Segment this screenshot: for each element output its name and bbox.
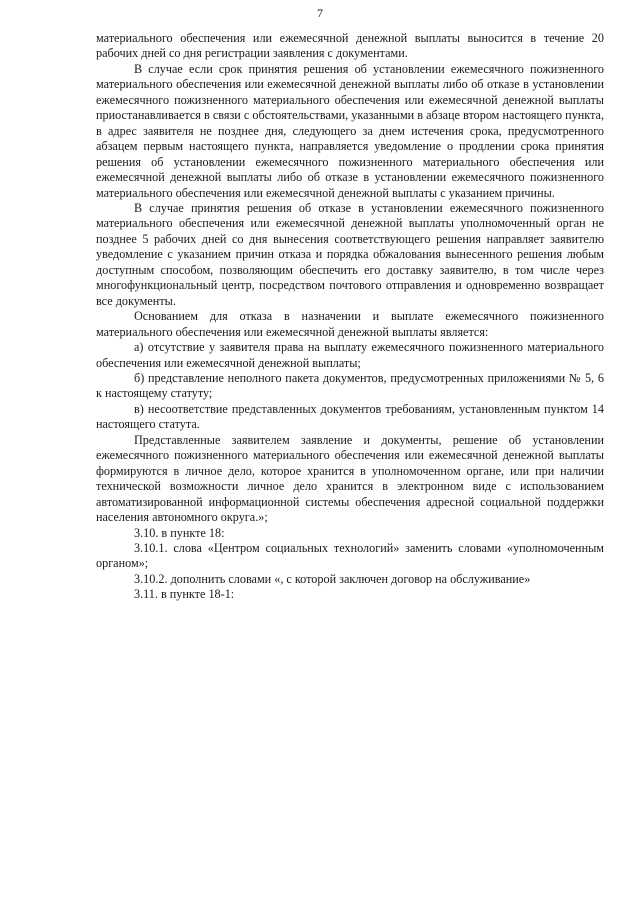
page-number: 7: [317, 6, 323, 20]
paragraph-refusal-notice: В случае принятия решения об отказе в установлении ежемесячного пожизненного материального обеспечения или ежемесячной денежной выплаты уполномоченный орган не позднее 5 рабочих дней со дня вынесения соответствующего решения направляет заявителю уведомление с указанием причин отказа и порядка обжалования вынесенного решения любым доступным способом, позволяющим обеспечить его доставку заявителю, в том числе через многофункциональный центр, посредством почтового отправления и одновременно возвращает все документы.: [96, 200, 604, 308]
paragraph-suspension-notice: В случае если срок принятия решения об установлении ежемесячного пожизненного материального обеспечения или ежемесячной денежной выплаты либо об отказе в установлении ежемесячного пожизненного материального обеспечения или ежемесячной денежной выплаты приостанавливается в связи с обстоятельствами, указанными в абзаце втором настоящего пункта, в адрес заявителя не позднее дня, следующего за днем истечения срока, предусмотренного абзацем первым настоящего пункта, направляется уведомление о продлении срока принятия решения об установлении ежемесячного пожизненного материального обеспечения или ежемесячной денежной выплаты либо об отказе в установлении ежемесячного пожизненного материального обеспечения или ежемесячной денежной выплаты с указанием причины.: [96, 61, 604, 200]
clause-3-10-2: 3.10.2. дополнить словами «, с которой заключен договор на обслуживание»: [134, 571, 531, 586]
document-body: [96, 31, 604, 603]
paragraph-personal-file: Представленные заявителем заявление и документы, решение об установлении ежемесячного пожизненного материального обеспечения или ежемесячной денежной выплаты формируются в личное дело, которое хранится в уполномоченном органе, или при наличии технической возможности личное дело хранится в электронном виде с использованием автоматизированной информационной системы обеспечения адресной социальной поддержки населения автономного округа.»;: [96, 432, 604, 525]
clause-3-10-1: 3.10.1. слова «Центром социальных технологий» заменить словами «уполномоченным органом»;: [96, 540, 604, 571]
paragraph-refusal-grounds: Основанием для отказа в назначении и выплате ежемесячного пожизненного материального обеспечения или ежемесячной денежной выплаты является:: [96, 309, 604, 339]
list-item-b: б) представление неполного пакета документов, предусмотренных приложениями № 5, 6 к настоящему статуту;: [96, 370, 604, 401]
clause-3-11: 3.11. в пункте 18-1:: [134, 587, 235, 602]
clause-3-10: 3.10. в пункте 18:: [134, 525, 225, 540]
list-item-c: в) несоответствие представленных документов требованиям, установленным пунктом 14 настоящего статута.: [96, 401, 604, 432]
paragraph-continuation: материального обеспечения или ежемесячной денежной выплаты выносится в течение 20 рабочих дней со дня регистрации заявления с документами.: [96, 31, 604, 61]
list-item-a: а) отсутствие у заявителя права на выплату ежемесячного пожизненного материального обеспечения или ежемесячной денежной выплаты;: [96, 340, 604, 370]
